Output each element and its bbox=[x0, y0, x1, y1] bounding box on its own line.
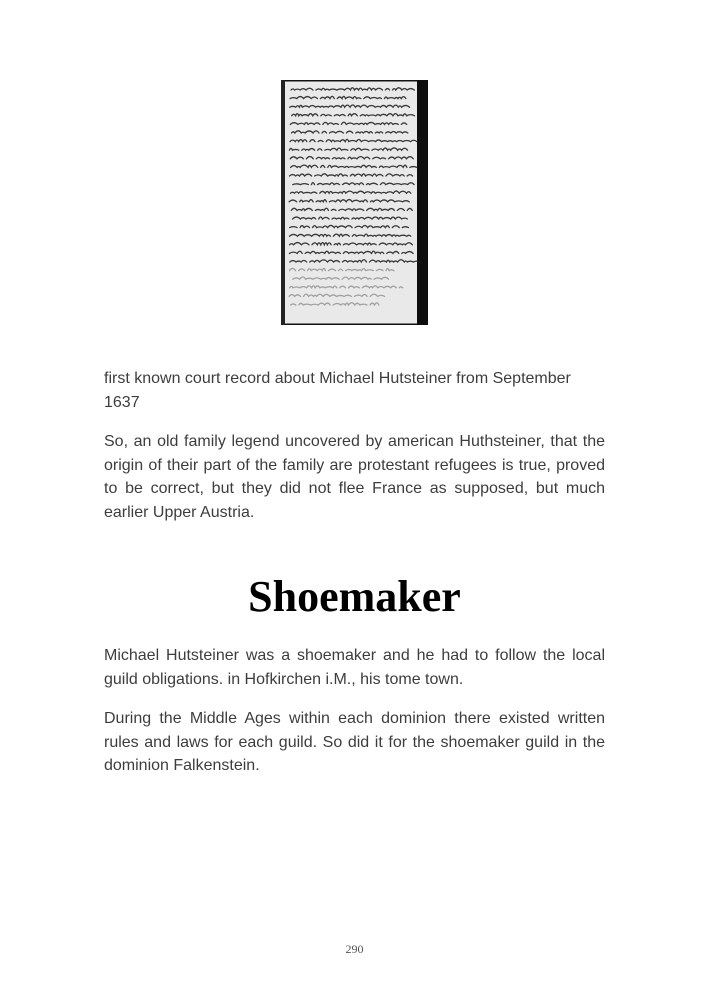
court-record-image bbox=[281, 80, 428, 325]
handwriting-scan bbox=[281, 80, 428, 325]
body-paragraph: During the Middle Ages within each dominion there existed written rules and laws for each guild. So did it for the shoemaker guild in the dominion Falkenstein. bbox=[104, 710, 605, 774]
section-heading: Shoemaker bbox=[248, 572, 461, 621]
body-paragraph: So, an old family legend uncovered by american Huthsteiner, that the origin of their part of the family are protestant refugees is true, proved to be correct, but they did not flee France as supposed, but much earlier Upper Austria. bbox=[104, 433, 605, 521]
figure-caption: first known court record about Michael Hutsteiner from September 1637 bbox=[104, 370, 571, 411]
body-paragraph: Michael Hutsteiner was a shoemaker and he had to follow the local guild obligations. in Hofkirchen i.M., his tome town. bbox=[104, 647, 605, 688]
page-number: 290 bbox=[345, 942, 364, 956]
